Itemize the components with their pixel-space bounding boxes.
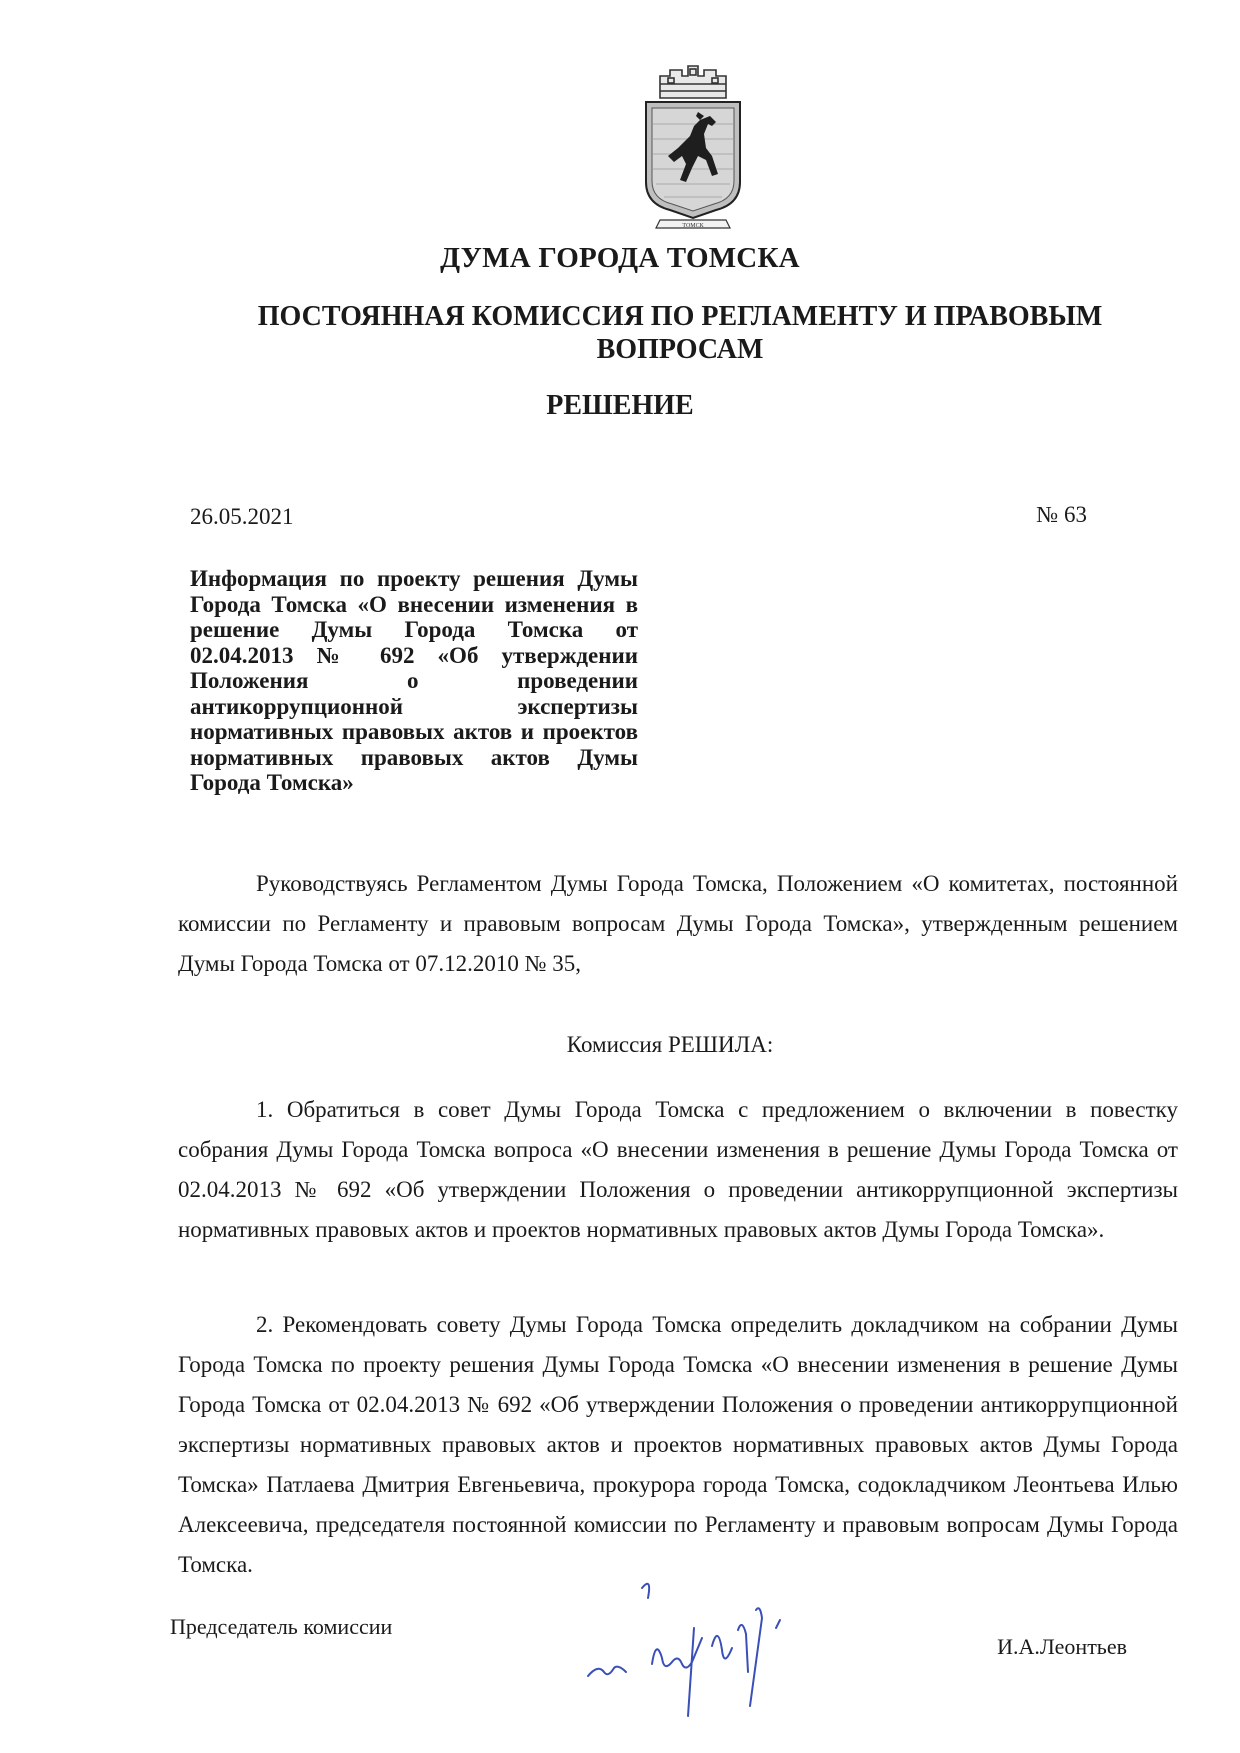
tomsk-coat-of-arms-icon: [638, 64, 748, 236]
document-subject: Информация по проекту решения Думы Города Томска «О внесении изменения в решение Думы Города Томска от 02.04.2013 № 692 «Об утверждении Положения о проведении антикоррупционной экспертизы нормативных правовых актов и проектов нормативных правовых актов Думы Города Томска»: [190, 566, 638, 795]
svg-text:ТОМСК: ТОМСК: [682, 223, 704, 229]
document-date: 26.05.2021: [190, 504, 294, 529]
document-type: РЕШЕНИЕ: [546, 390, 694, 421]
resolution-item-2: [178, 1305, 1178, 1585]
document-number: № 63: [1036, 502, 1087, 527]
resolution-item-1-text: 1. Обратиться в совет Думы Города Томска с предложением о включении в повестку собрания Думы Города Томска вопроса «О внесении изменения в решение Думы Города Томска от 02.04.2013 № 692 «Об утверждении Положения о проведении антикоррупционной экспертизы нормативных правовых актов и проектов нормативных правовых актов Думы Города Томска».: [178, 1097, 1178, 1242]
resolved-heading: Комиссия РЕШИЛА:: [566, 1032, 774, 1057]
resolution-item-2-text: 2. Рекомендовать совету Думы Города Томска определить докладчиком на собрании Думы Города Томска по проекту решения Думы Города Томска «О внесении изменения в решение Думы Города Томска от 02.04.2013 № 692 «Об утверждении Положения о проведении антикоррупционной экспертизы нормативных правовых актов и проектов нормативных правовых актов Думы Города Томска» Патлаева Дмитрия Евгеньевича, прокурора города Томска, содокладчиком Леонтьева Илью Алексеевича, председателя постоянной комиссии по Регламенту и правовым вопросам Думы Города Томска.: [178, 1312, 1178, 1577]
handwritten-signature-icon: [582, 1568, 792, 1718]
resolution-item-1: [178, 1090, 1178, 1250]
organization-title: ДУМА ГОРОДА ТОМСКА: [440, 242, 800, 274]
chair-title: Председатель комиссии: [170, 1614, 393, 1639]
commission-title: ПОСТОЯННАЯ КОМИССИЯ ПО РЕГЛАМЕНТУ И ПРАВОВЫМ ВОПРОСАМ: [257, 301, 1103, 365]
intro-paragraph: [178, 864, 1178, 984]
intro-text: Руководствуясь Регламентом Думы Города Томска, Положением «О комитетах, постоянной комиссии по Регламенту и правовым вопросам Думы Города Томска», утвержденным решением Думы Города Томска от 07.12.2010 № 35,: [178, 871, 1178, 976]
chair-name: И.А.Леонтьев: [997, 1634, 1127, 1659]
